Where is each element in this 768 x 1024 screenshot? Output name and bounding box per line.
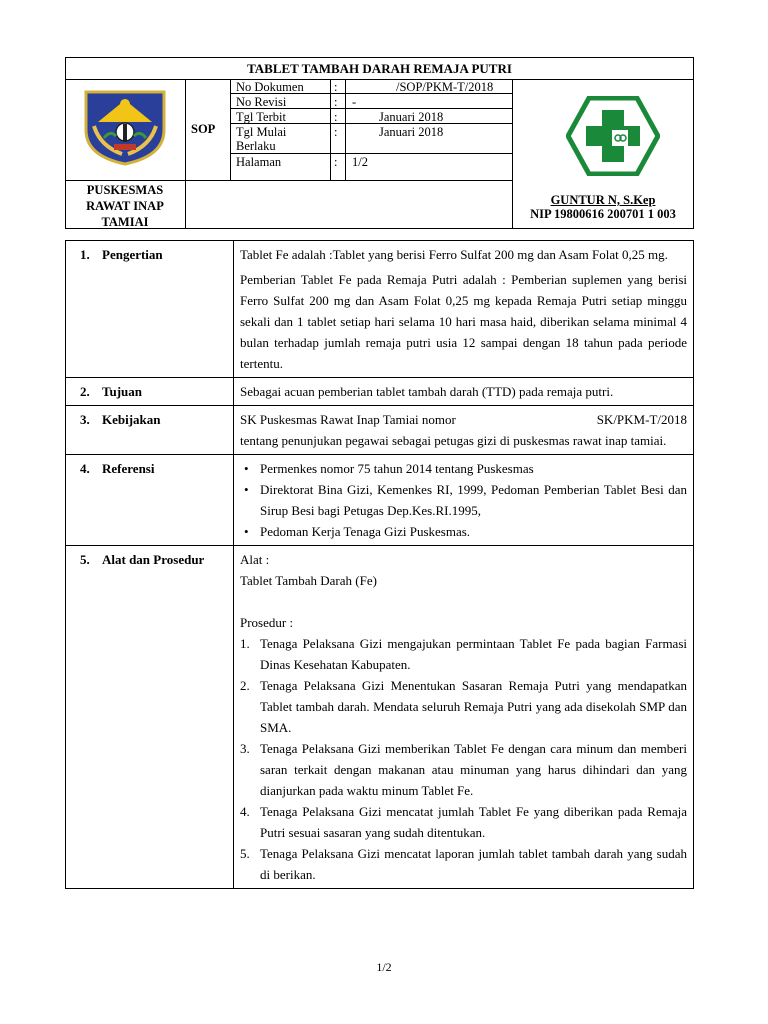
section-label	[66, 378, 234, 406]
step-number: 1.	[240, 636, 250, 651]
document-title: TABLET TAMBAH DARAH REMAJA PUTRI	[66, 58, 693, 80]
meta-value: /SOP/PKM-T/2018	[396, 80, 494, 94]
procedure-list	[240, 633, 687, 885]
section-title: Alat dan Prosedur	[102, 552, 205, 567]
list-item: • Pedoman Kerja Tenaga Gizi Puskesmas.	[260, 521, 687, 542]
divider	[230, 79, 231, 181]
paragraph: tentang penunjukan pegawai sebagai petugas gizi di puskesmas rawat inap tamiai.	[240, 433, 667, 448]
prosedur-label: Prosedur :	[240, 615, 294, 630]
section-label	[66, 455, 234, 546]
step-text: Tenaga Pelaksana Gizi mengajukan permintaan Tablet Fe pada bagian Farmasi Dinas Kesehatan Kabupaten.	[260, 636, 687, 672]
org-name-line-2: RAWAT INAP	[86, 199, 164, 213]
section-title: Pengertian	[102, 247, 163, 262]
meta-sep: :	[334, 95, 338, 109]
section-content	[234, 546, 694, 889]
divider	[330, 79, 331, 181]
section-content	[234, 455, 694, 546]
section-content	[234, 406, 694, 455]
meta-label: Halaman	[236, 155, 282, 169]
signer-name: GUNTUR N, S.Kep	[550, 193, 656, 207]
list-item	[240, 675, 687, 738]
step-number: 2.	[240, 678, 250, 693]
org-name-line-1: PUSKESMAS	[86, 183, 164, 197]
list-item	[240, 801, 687, 843]
section-label	[66, 546, 234, 889]
paragraph: Tablet Fe adalah :Tablet yang berisi Ferro Sulfat 200 mg dan Asam Folat 0,25 mg.	[240, 247, 668, 262]
section-number: 4.	[80, 461, 90, 476]
divider	[345, 79, 346, 181]
section-content	[234, 241, 694, 378]
list-item: • Permenkes nomor 75 tahun 2014 tentang Puskesmas	[260, 458, 687, 479]
meta-value: 1/2	[352, 155, 368, 169]
table-row	[66, 546, 694, 889]
divider	[230, 153, 512, 154]
reference-list	[240, 458, 687, 542]
meta-label: Tgl Mulai	[236, 125, 287, 139]
org-name-line-3: TAMIAI	[101, 215, 149, 229]
section-number: 3.	[80, 412, 90, 427]
meta-sep: :	[334, 110, 338, 124]
step-number: 3.	[240, 741, 250, 756]
meta-label: Berlaku	[236, 139, 276, 153]
sop-label: SOP	[191, 122, 216, 136]
meta-label: Tgl Terbit	[236, 110, 286, 124]
meta-value: -	[352, 95, 357, 109]
step-text: Tenaga Pelaksana Gizi memberikan Tablet Fe dengan cara minum dan memberi saran terkait dengan makanan atau minuman yang harus dihindari dan yang dianjurkan pada waktu minum Tablet Fe.	[260, 741, 687, 798]
divider	[185, 79, 186, 181]
meta-label: No Dokumen	[236, 80, 304, 94]
policy-number: SK/PKM-T/2018	[596, 412, 687, 427]
alat-label: Alat :	[240, 552, 270, 567]
regency-crest-logo	[80, 86, 170, 166]
step-number: 4.	[240, 804, 250, 819]
page-number: 1/2	[376, 960, 392, 974]
puskesmas-logo	[566, 96, 660, 176]
step-text: Tenaga Pelaksana Gizi Menentukan Sasaran Remaja Putri yang mendapatkan Tablet tambah darah. Mendata seluruh Remaja Putri yang ada disekolah SMP dan SMA.	[260, 678, 687, 735]
table-row	[66, 378, 694, 406]
section-title: Tujuan	[102, 384, 142, 399]
section-content	[234, 378, 694, 406]
list-item	[240, 738, 687, 801]
section-number: 5.	[80, 552, 90, 567]
section-title: Kebijakan	[102, 412, 161, 427]
section-number: 2.	[80, 384, 90, 399]
policy-text: SK Puskesmas Rawat Inap Tamiai nomor	[240, 412, 456, 427]
table-row	[66, 406, 694, 455]
divider	[185, 180, 186, 229]
section-title: Referensi	[102, 461, 155, 476]
meta-value: Januari 2018	[379, 125, 444, 139]
alat-value: Tablet Tambah Darah (Fe)	[240, 573, 377, 588]
step-text: Tenaga Pelaksana Gizi mencatat jumlah Tablet Fe yang diberikan pada Remaja Putri sesuai sasaran yang sudah ditentukan.	[260, 804, 687, 840]
meta-value: Januari 2018	[379, 110, 444, 124]
section-label	[66, 406, 234, 455]
paragraph: Pemberian Tablet Fe pada Remaja Putri adalah : Pemberian suplemen yang berisi Ferro Sulfat 200 mg dan Asam Folat 0,25 mg kepada Remaja Putri setiap minggu sekali dan 1 tablet setiap hari selama 10 hari masa haid, diberikan selama minimal 4 bulan terhadap jumlah remaja putri usia 12 sampai dengan 18 tahun pada periode tertentu.	[240, 272, 687, 371]
signer-nip: NIP 19800616 200701 1 003	[530, 207, 676, 221]
sop-content-table	[65, 240, 694, 889]
divider	[65, 180, 512, 181]
list-item	[240, 843, 687, 885]
table-row	[66, 241, 694, 378]
meta-sep: :	[334, 125, 338, 139]
meta-sep: :	[334, 80, 338, 94]
meta-sep: :	[334, 155, 338, 169]
step-number: 5.	[240, 846, 250, 861]
list-item: • Direktorat Bina Gizi, Kemenkes RI, 1999, Pedoman Pemberian Tablet Besi dan Sirup Besi bagi Petugas Dep.Kes.RI.1995,	[260, 479, 687, 521]
list-item	[240, 633, 687, 675]
section-number: 1.	[80, 247, 90, 262]
paragraph: Sebagai acuan pemberian tablet tambah darah (TTD) pada remaja putri.	[240, 384, 614, 399]
meta-label: No Revisi	[236, 95, 287, 109]
step-text: Tenaga Pelaksana Gizi mencatat laporan jumlah tablet tambah darah yang sudah di berikan.	[260, 846, 687, 882]
table-row	[66, 455, 694, 546]
section-label	[66, 241, 234, 378]
